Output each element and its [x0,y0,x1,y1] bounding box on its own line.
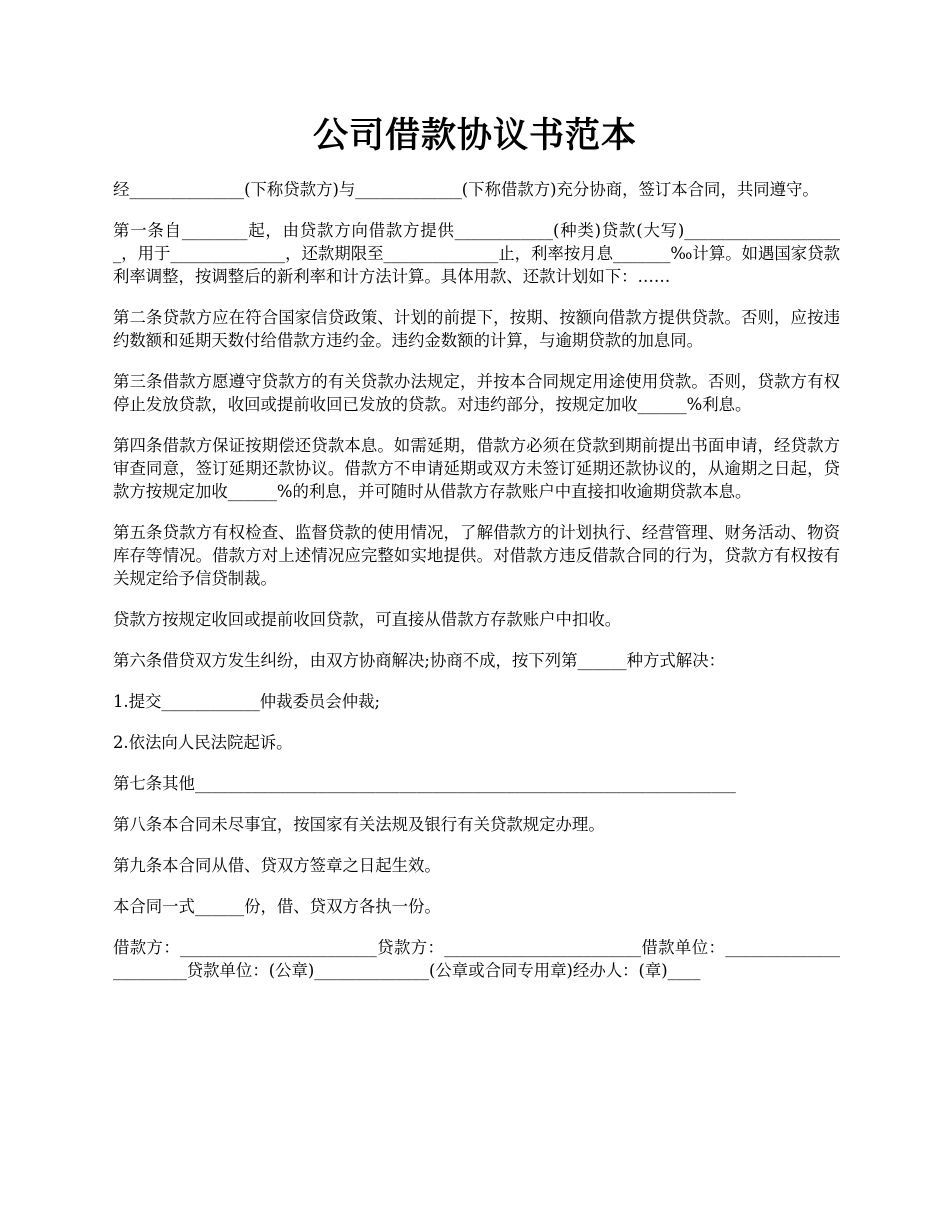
intro-paragraph: 经______________(下称贷款方)与_____________(下称借款方)充分协商，签订本合同，共同遵守。 [113,180,819,199]
article-6-paragraph: 第六条借贷双方发生纠纷，由双方协商解决;协商不成，按下列第______种方式解决： [113,651,725,670]
article-8-paragraph: 第八条本合同未尽事宜，按国家有关法规及银行有关贷款规定办理。 [113,815,605,834]
document-body [113,178,840,1000]
article-5-paragraph: 第五条贷款方有权检查、监督贷款的使用情况，了解借款方的计划执行、经营管理、财务活动、物资库存等情况。借款方对上述情况应完整如实地提供。对借款方违反借款合同的行为，贷款方有权按有关规定给予信贷制裁。 [113,523,840,588]
copies-paragraph: 本合同一式______份，借、贷双方各执一份。 [113,897,441,916]
document-title: 公司借款协议书范本 [312,115,637,156]
article-6-option-1: 1.提交____________仲裁委员会仲裁; [113,692,381,711]
article-3-paragraph: 第三条借款方愿遵守贷款方的有关贷款办法规定，并按本合同规定用途使用贷款。否则，贷款方有权停止发放贷款，收回或提前收回已发放的贷款。对违约部分，按规定加收______%利息。 [113,372,840,414]
article-9-paragraph: 第九条本合同从借、贷双方签章之日起生效。 [113,856,441,875]
article-7-paragraph: 第七条其他__________________________________________________________________ [113,774,736,793]
article-6-option-2: 2.依法向人民法院起诉。 [113,733,293,752]
article-5-note-paragraph: 贷款方按规定收回或提前收回贷款，可直接从借款方存款账户中扣收。 [113,610,622,629]
signature-block: 借款方：________________________贷款方：________________________借款单位：_______________________贷款单位：(公章)______________(公章或合同专用章)经办人：(章)____ [113,938,840,980]
article-1-paragraph: 第一条自________起，由贷款方向借款方提供____________(种类)贷款(大写)____________________，用于______________，还款期限至______________止，利率按月息_______‰计算。如遇国家贷款利率调整，按调整后的新利率和计方法计算。具体用款、还款计划如下：…… [113,221,840,286]
article-4-paragraph: 第四条借款方保证按期偿还贷款本息。如需延期，借款方必须在贷款到期前提出书面申请，经贷款方审查同意，签订延期还款协议。借款方不申请延期或双方未签订延期还款协议的，从逾期之日起，贷款方按规定加收______%的利息，并可随时从借款方存款账户中直接扣收逾期贷款本息。 [113,436,840,501]
article-2-paragraph: 第二条贷款方应在符合国家信贷政策、计划的前提下，按期、按额向借款方提供贷款。否则，应按违约数额和延期天数付给借款方违约金。违约金数额的计算，与逾期贷款的加息同。 [113,308,840,350]
